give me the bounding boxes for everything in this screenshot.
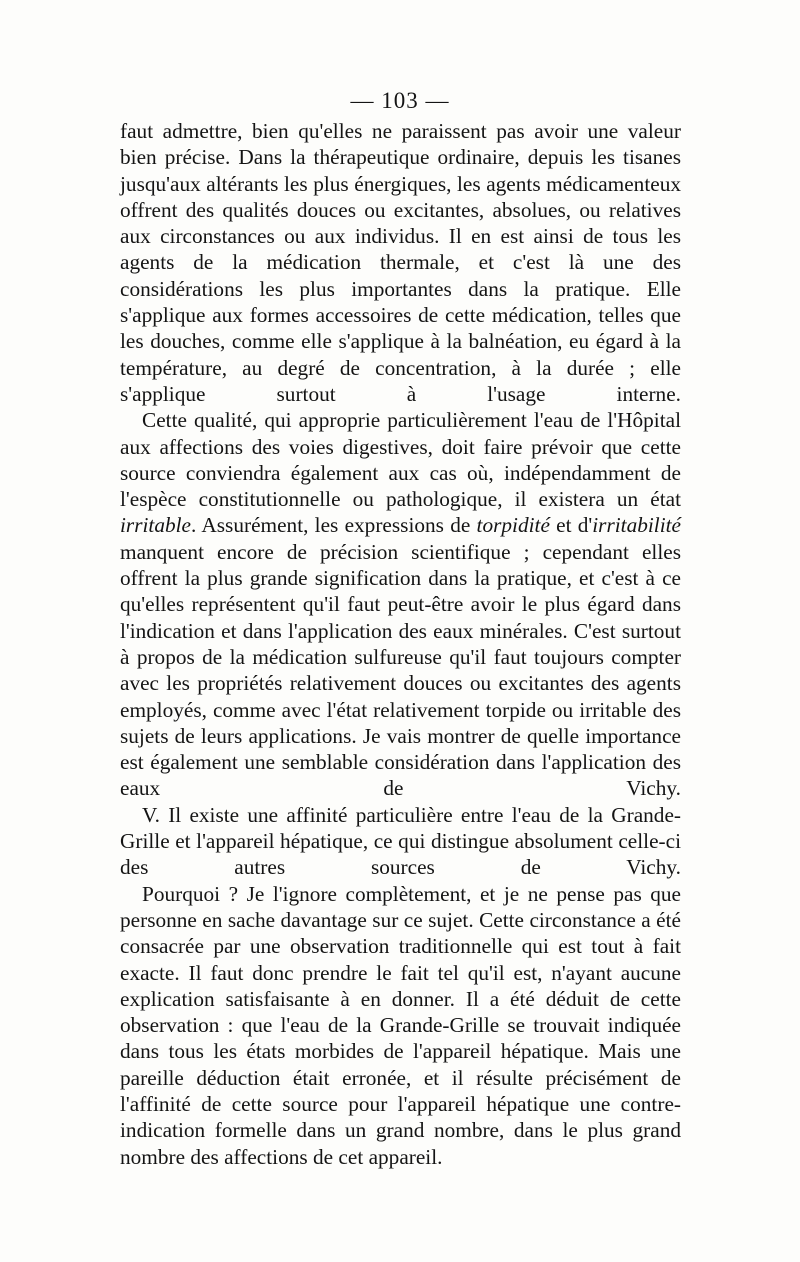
italic-torpidite: torpidité bbox=[476, 513, 550, 538]
body-text bbox=[120, 118, 681, 1170]
page-number: — 103 — bbox=[350, 88, 450, 113]
paragraph-2-part-1: Cette qualité, qui approprie particulièrement l'eau de l'Hôpital aux affections des voies digestives, doit faire prévoir que cette source conviendra également aux cas où, indépendamment de l'espèce constitutionnelle ou pathologique, il existera un état bbox=[120, 408, 681, 512]
italic-irritabilite: irritabilité bbox=[592, 513, 681, 538]
paragraph-4: Pourquoi ? Je l'ignore complètement, et je ne pense pas que personne en sache davantage sur ce sujet. Cette circonstance a été consacrée par une observation traditionnelle qui est tout à fait exacte. Il faut donc prendre le fait tel qu'il est, n'ayant aucune explication satisfaisante à en donner. Il a été déduit de cette observation : que l'eau de la Grande-Grille se trouvait indiquée dans tous les états morbides de l'appareil hépatique. Mais une pareille déduction était erronée, et il résulte précisément de l'affinité de cette source pour l'appareil hépatique une contre-indication formelle dans un grand nombre, dans le plus grand nombre des affections de cet appareil. bbox=[120, 881, 681, 1169]
paragraph-3 bbox=[120, 802, 681, 881]
section-number: V. bbox=[142, 802, 160, 827]
paragraph-2 bbox=[120, 407, 681, 801]
paragraph-1: faut admettre, bien qu'elles ne paraissent pas avoir une valeur bien précise. Dans la thérapeutique ordinaire, depuis les tisanes jusqu'aux altérants les plus énergiques, les agents médicamenteux offrent des qualités douces ou excitantes, absolues, ou relatives aux circonstances ou aux individus. Il en est ainsi de tous les agents de la médication thermale, et c'est là une des considérations les plus importantes dans la pratique. Elle s'applique aux formes accessoires de cette médication, telles que les douches, comme elle s'applique à la balnéation, eu égard à la température, au degré de concentration, à la durée ; elle s'applique surtout à l'usage interne. bbox=[120, 119, 681, 406]
paragraph-2-part-4: manquent encore de précision scientifique ; cependant elles offrent la plus grande signification dans la pratique, et c'est à ce qu'elles représentent qu'il faut peut-être avoir le plus égard dans l'indication et dans l'application des eaux minérales. C'est surtout à propos de la médication sulfureuse qu'il faut toujours compter avec les propriétés relativement douces ou excitantes des agents employés, comme avec l'état relativement torpide ou irritable des sujets de leurs applications. Je vais montrer de quelle importance est également une semblable considération dans l'application des eaux de Vichy. bbox=[120, 539, 681, 801]
paragraph-2-part-2: . Assurément, les expressions de bbox=[191, 513, 477, 538]
paragraph-2-part-3: et d' bbox=[549, 513, 593, 538]
italic-irritable: irritable bbox=[120, 513, 191, 538]
paragraph-3-text: Il existe une affinité particulière entre l'eau de la Grande-Grille et l'appareil hépatique, ce qui distingue absolument celle-ci des autres sources de Vichy. bbox=[120, 802, 681, 880]
